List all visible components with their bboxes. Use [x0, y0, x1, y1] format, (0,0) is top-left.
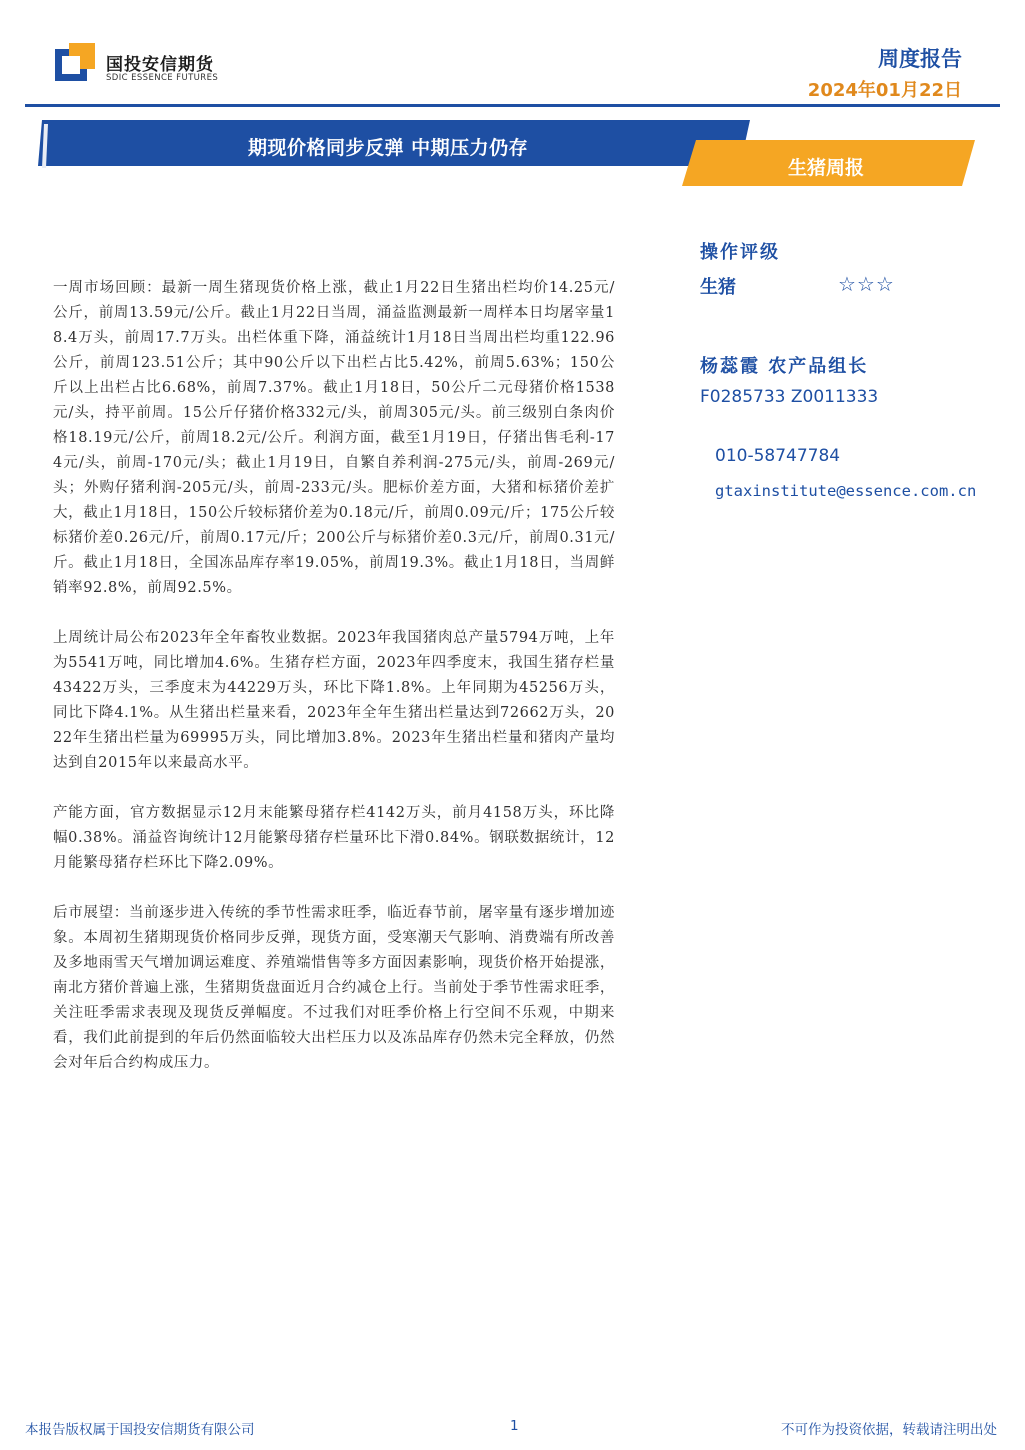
report-title: 期现价格同步反弹 中期压力仍存 — [248, 137, 529, 159]
company-logo-text: 国投安信期货 — [106, 55, 214, 75]
paragraph-capacity: 产能方面，官方数据显示12月末能繁母猪存栏4142万头，前月4158万头，环比降幅0.38%。涌益咨询统计12月能繁母猪存栏量环比下滑0.84%。钢联数据统计，12月能繁母猪存栏环比下降2.09%。 — [53, 805, 615, 871]
rating-item: 生猪 — [700, 277, 736, 298]
page-number: 1 — [510, 1418, 519, 1434]
paragraph-market-review: 一周市场回顾：最新一周生猪现货价格上涨，截止1月22日生猪出栏均价14.25元/公斤，前周13.59元/公斤。截止1月22日当周，涌益监测最新一周样本日均屠宰量18.4万头，前周17.7万头。出栏体重下降，涌益统计1月18日当周出栏均重122.96公斤，前周123.51公斤；其中90公斤以下出栏占比5.42%，前周5.63%；150公斤以上出栏占比6.68%，前周7.37%。截止1月18日，50公斤二元母猪价格1538元/头，持平前周。15公斤仔猪价格332元/头，前周305元/头。前三级别白条肉价格18.19元/公斤，前周18.2元/公斤。利润方面，截至1月19日，仔猪出售毛利-174元/头，前周-170元/头；截止1月19日，自繁自养利润-275元/头，前周-269元/头；外购仔猪利润-205元/头，前周-233元/头。肥标价差方面，大猪和标猪价差扩大，截止1月18日，150公斤较标猪价差为0.18元/斤，前周0.09元/斤；175公斤较标猪价差0.26元/斤，前周0.17元/斤；200公斤与标猪价差0.3元/斤，前周0.31元/斤。截止1月18日，全国冻品库存率19.05%，前周19.3%。截止1月18日，当周鲜销率92.8%，前周92.5%。 — [53, 280, 615, 596]
analyst-name: 杨蕊霞 农产品组长 — [700, 356, 869, 377]
logo-icon — [55, 43, 95, 81]
rating-heading: 操作评级 — [700, 242, 780, 263]
paragraph-outlook: 后市展望：当前逐步进入传统的季节性需求旺季，临近春节前，屠宰量有逐步增加迹象。本周初生猪期现货价格同步反弹，现货方面，受寒潮天气影响、消费端有所改善及多地雨雪天气增加调运难度、养殖端惜售等多方面因素影响，现货价格开始提涨，南北方猪价普遍上涨，生猪期货盘面近月合约减仓上行。当前处于季节性需求旺季，关注旺季需求表现及现货反弹幅度。不过我们对旺季价格上行空间不乐观，中期来看，我们此前提到的年后仍然面临较大出栏压力以及冻品库存仍然未完全释放，仍然会对年后合约构成压力。 — [53, 905, 615, 1071]
company-logo-subtext: SDIC ESSENCE FUTURES — [106, 73, 219, 83]
report-body — [53, 276, 615, 1101]
analyst-phone: 010-58747784 — [715, 446, 841, 466]
paragraph-statistics: 上周统计局公布2023年全年畜牧业数据。2023年我国猪肉总产量5794万吨，上年为5541万吨，同比增加4.6%。生猪存栏方面，2023年四季度末，我国生猪存栏量43422万头，三季度末为44229万头，环比下降1.8%。上年同期为45256万头，同比下降4.1%。从生猪出栏量来看，2023年全年生猪出栏量达到72662万头，2022年生猪出栏量为69995万头，同比增加3.8%。2023年生猪出栏量和猪肉产量均达到自2015年以来最高水平。 — [53, 630, 615, 771]
footer-disclaimer: 不可作为投资依据，转载请注明出处 — [781, 1422, 997, 1438]
report-date: 2024年01月22日 — [807, 80, 962, 101]
footer-copyright: 本报告版权属于国投安信期货有限公司 — [25, 1422, 255, 1438]
analyst-certificate: F0285733 Z0011333 — [700, 387, 879, 407]
header-divider — [25, 104, 1000, 107]
rating-stars-icon: ☆☆☆ — [838, 272, 895, 296]
analyst-email-link[interactable]: gtaxinstitute@essence.com.cn — [715, 482, 977, 500]
report-category-tag: 生猪周报 — [788, 157, 865, 179]
report-type: 周度报告 — [878, 47, 962, 71]
